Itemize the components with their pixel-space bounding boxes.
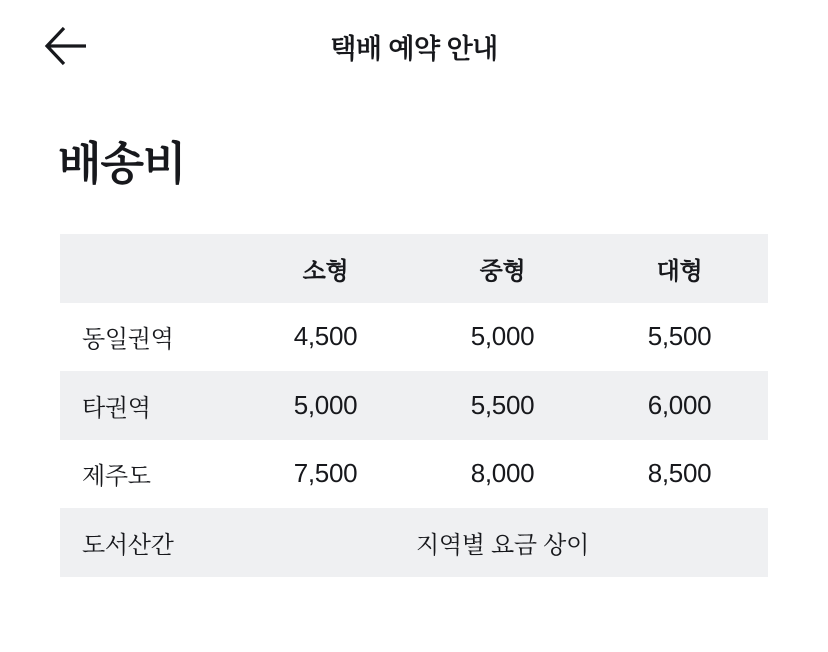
table-header-row: [60, 234, 768, 303]
fee-cell: 5,000: [293, 389, 358, 420]
shipping-fee-heading: 배송비: [58, 138, 186, 189]
shipping-fee-table: [60, 234, 768, 577]
fee-cell: 8,000: [470, 458, 535, 489]
column-header-large: 대형: [656, 257, 703, 285]
fee-span-cell: 지역별 요금 상이: [416, 531, 589, 559]
table-row-jeju: [60, 440, 768, 509]
fee-cell: 5,000: [470, 321, 535, 352]
table-row-same-region: [60, 303, 768, 372]
row-label: 도서산간: [82, 531, 174, 559]
app-bar: [0, 0, 828, 88]
row-label: 제주도: [82, 463, 151, 491]
fee-cell: 6,000: [647, 389, 712, 420]
fee-cell: 8,500: [647, 458, 712, 489]
fee-cell: 5,500: [470, 389, 535, 420]
row-label: 타권역: [82, 394, 151, 422]
fee-cell: 7,500: [293, 458, 358, 489]
row-label: 동일권역: [82, 326, 174, 354]
column-header-small: 소형: [302, 257, 349, 285]
fee-cell: 4,500: [293, 321, 358, 352]
column-header-medium: 중형: [479, 257, 526, 285]
table-row-remote-area: [60, 508, 768, 577]
table-row-other-region: [60, 371, 768, 440]
page-title: 택배 예약 안내: [330, 34, 498, 64]
fee-cell: 5,500: [647, 321, 712, 352]
